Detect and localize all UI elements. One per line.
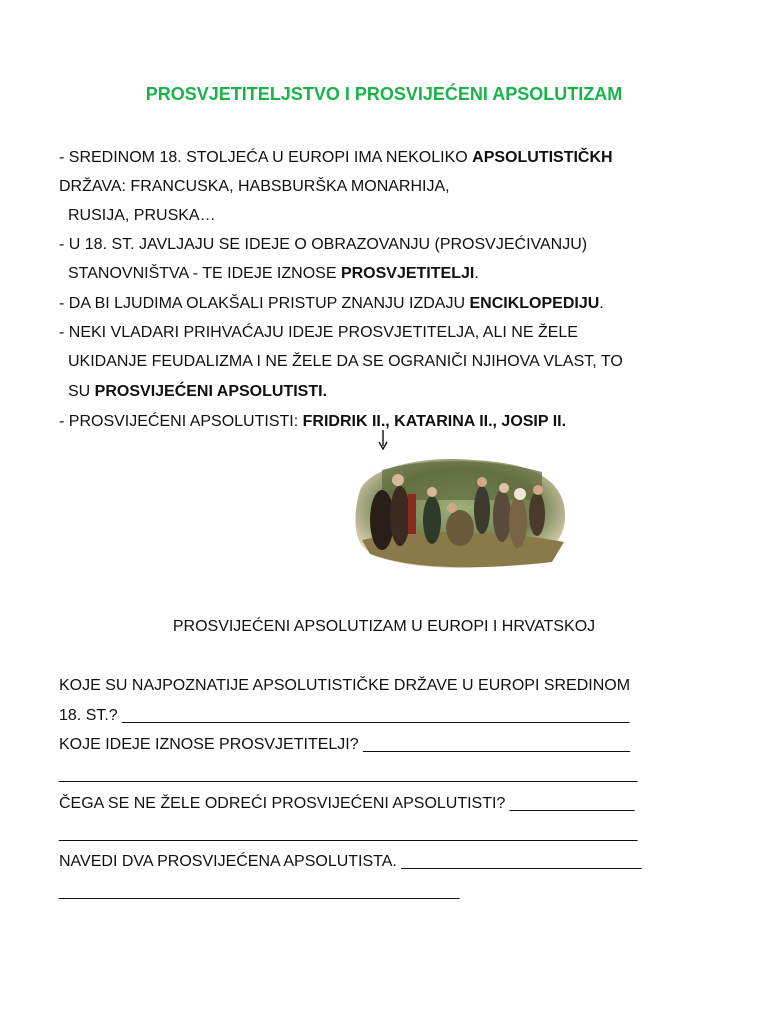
text-line: RUSIJA, PRUSKA… <box>68 207 216 224</box>
text-line: - NEKI VLADARI PRIHVAĆAJU IDEJE PROSVJETITELJA, ALI NE ŽELE <box>59 324 578 341</box>
question-line: KOJE SU NAJPOZNATIJE APSOLUTISTIČKE DRŽAVE U EUROPI SREDINOM <box>59 677 631 694</box>
text-line: - PROSVIJEĆENI APSOLUTISTI: FRIDRIK II., KATARINA II., JOSIP II. <box>59 413 567 430</box>
answer-line: _____________________________________________ <box>59 883 460 900</box>
text-line: STANOVNIŠTVA - TE IDEJE IZNOSE PROSVJETITELJI. <box>68 265 479 282</box>
answer-line: _________________________________________________________________ <box>59 766 638 783</box>
answer-line: _________________________________________________________________ <box>59 825 638 842</box>
text-line: - U 18. ST. JAVLJAJU SE IDEJE O OBRAZOVANJU (PROSVJEĆIVANJU) <box>59 236 588 253</box>
page-title: PROSVJETITELJSTVO I PROSVIJEĆENI APSOLUTIZAM <box>145 84 623 104</box>
text-line: - DA BI LJUDIMA OLAKŠALI PRISTUP ZNANJU IZDAJU ENCIKLOPEDIJU. <box>59 295 604 312</box>
down-arrow-icon <box>377 430 389 450</box>
text-line: SU PROSVIJEĆENI APSOLUTISTI. <box>68 383 328 400</box>
question-line: ČEGA SE NE ŽELE ODREĆI PROSVIJEĆENI APSOLUTISTI? ______________ <box>59 795 635 812</box>
text-line: - SREDINOM 18. STOLJEĆA U EUROPI IMA NEKOLIKO APSOLUTISTIČKH <box>59 149 613 166</box>
question-line: KOJE IDEJE IZNOSE PROSVJETITELJI? ______________________________ <box>59 736 631 753</box>
text-line: UKIDANJE FEUDALIZMA I NE ŽELE DA SE OGRANIČI NJIHOVA VLAST, TO <box>68 353 623 370</box>
section-subtitle: PROSVIJEĆENI APSOLUTIZAM U EUROPI I HRVATSKOJ <box>172 618 596 635</box>
question-line: NAVEDI DVA PROSVIJEĆENA APSOLUTISTA. ___________________________ <box>59 853 642 870</box>
question-line: 18. ST.? _________________________________________________________ <box>59 707 630 724</box>
historical-painting <box>352 450 570 570</box>
text-line: DRŽAVA: FRANCUSKA, HABSBURŠKA MONARHIJA, <box>59 178 450 195</box>
